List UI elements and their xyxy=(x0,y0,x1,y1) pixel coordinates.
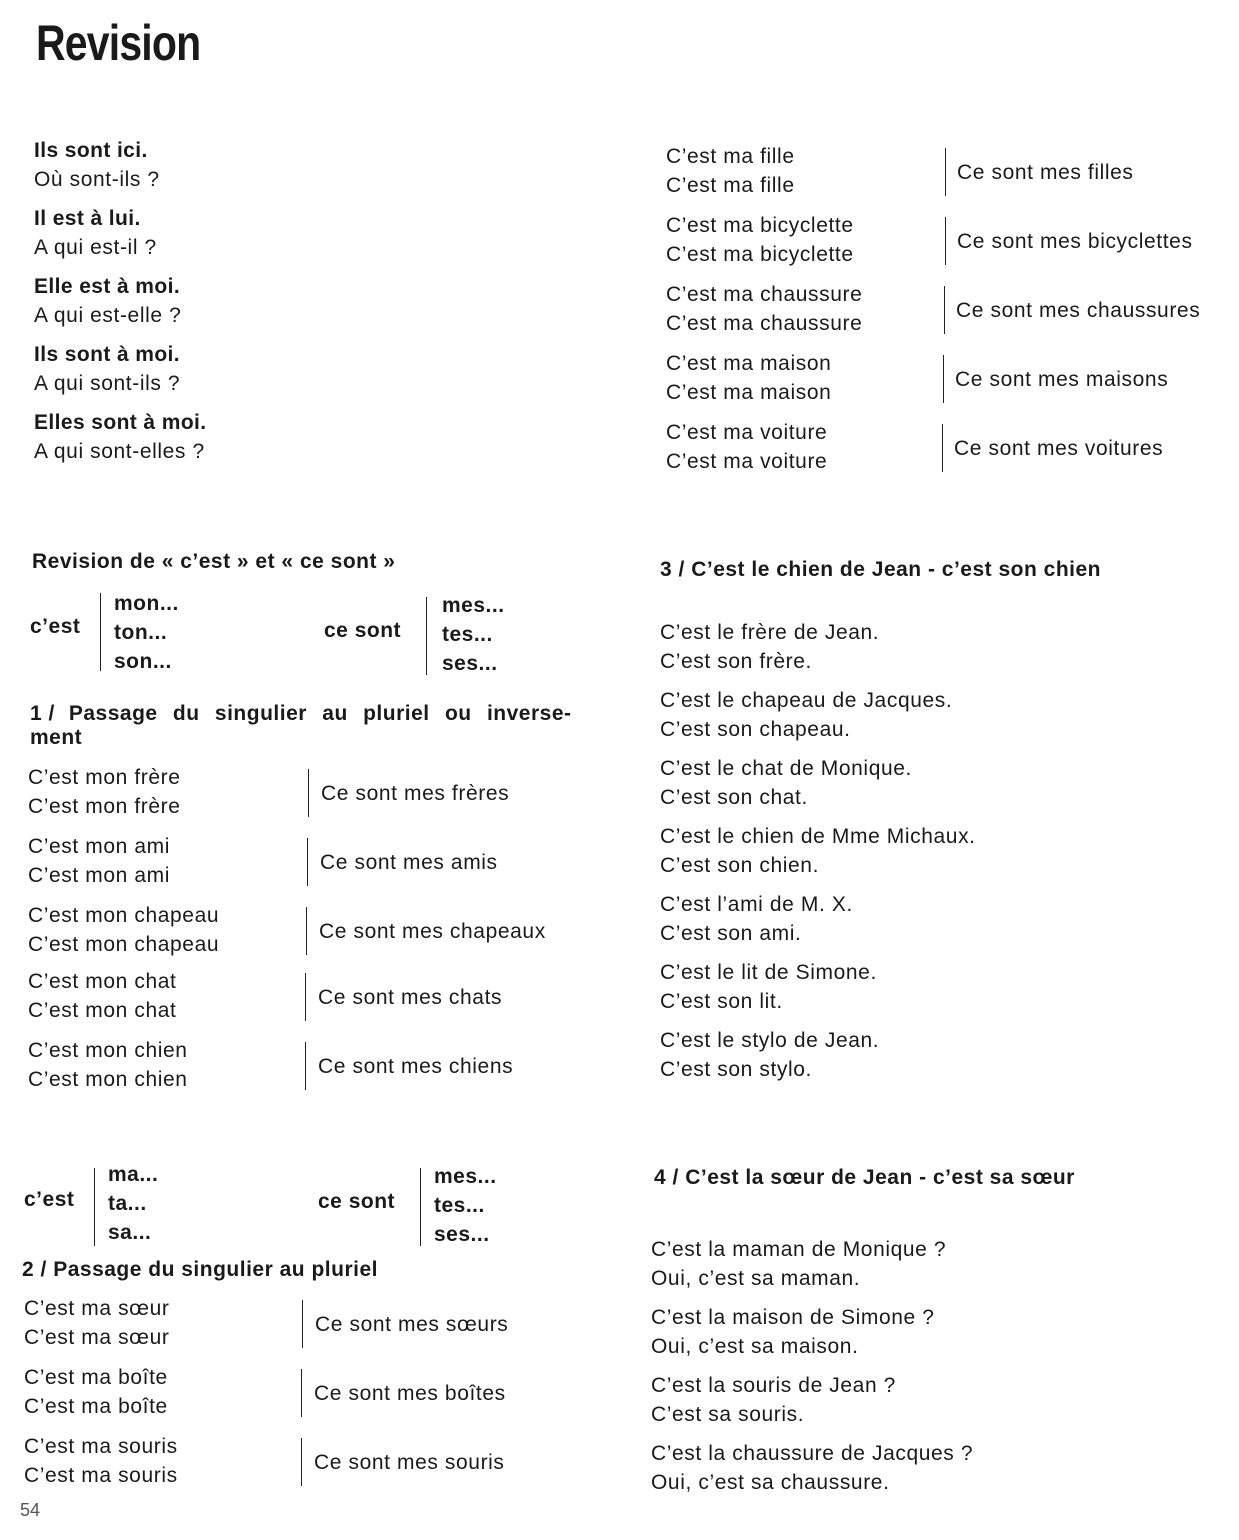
cest-label: c’est xyxy=(30,615,81,638)
sentence-b: Oui, c’est sa chaussure. xyxy=(651,1471,890,1494)
sentence-b: C’est son frère. xyxy=(660,650,812,673)
pair-row xyxy=(28,763,608,832)
qa-item xyxy=(34,340,207,398)
qa-question: A qui est-elle ? xyxy=(34,304,182,327)
possessive-item: son... xyxy=(114,650,172,673)
singular-text: C’est mon frère xyxy=(28,795,181,818)
singular-text: C’est ma chaussure xyxy=(666,283,863,306)
divider xyxy=(308,769,309,817)
possessive-item: ta... xyxy=(108,1192,147,1215)
qa-item xyxy=(34,272,207,330)
sentence-pair xyxy=(660,1026,976,1084)
divider xyxy=(100,593,101,671)
ils-sont-ici-block xyxy=(34,136,207,476)
qa-statement: Ils sont à moi. xyxy=(34,343,181,366)
sentence-pair xyxy=(651,1439,973,1497)
section1-pairs xyxy=(28,763,608,1105)
plural-text: Ce sont mes bicyclettes xyxy=(957,230,1193,253)
sentence-a: C’est la maman de Monique ? xyxy=(651,1238,947,1261)
plural-text: Ce sont mes chaussures xyxy=(956,299,1201,322)
qa-item xyxy=(34,136,207,194)
section-number: 2 / xyxy=(22,1258,54,1281)
sentence-b: C’est son ami. xyxy=(660,922,802,945)
section-heading-text: ment xyxy=(30,726,83,749)
section-number: 4 / xyxy=(654,1166,686,1189)
pair-row xyxy=(28,967,608,1036)
possessive-item: ma... xyxy=(108,1163,159,1186)
divider xyxy=(426,597,427,675)
qa-question: A qui sont-ils ? xyxy=(34,372,181,395)
section2-pairs xyxy=(24,1294,584,1501)
sentence-a: C’est le chien de Mme Michaux. xyxy=(660,825,976,848)
possessive-item: ton... xyxy=(114,621,168,644)
sentence-pair xyxy=(660,958,976,1016)
plural-text: Ce sont mes souris xyxy=(314,1451,505,1474)
singular-text: C’est mon frère xyxy=(28,766,181,789)
divider xyxy=(306,907,307,955)
singular-text: C’est mon ami xyxy=(28,864,171,887)
plural-text: Ce sont mes chats xyxy=(318,986,503,1009)
singular-text: C’est mon chat xyxy=(28,999,177,1022)
sentence-a: C’est la souris de Jean ? xyxy=(651,1374,896,1397)
section4-items xyxy=(651,1235,973,1507)
divider xyxy=(302,1300,303,1348)
pair-row xyxy=(666,211,1236,280)
divider xyxy=(943,355,944,403)
qa-statement: Ils sont ici. xyxy=(34,139,148,162)
top-right-pairs xyxy=(666,142,1236,487)
possessive-item: mes... xyxy=(434,1165,497,1188)
singular-text: C’est mon chat xyxy=(28,970,177,993)
pair-row xyxy=(28,1036,608,1105)
singular-text: C’est ma bicyclette xyxy=(666,214,854,237)
possessive-item: ses... xyxy=(434,1223,490,1246)
plural-text: Ce sont mes chiens xyxy=(318,1055,514,1078)
plural-text: Ce sont mes voitures xyxy=(954,437,1164,460)
sentence-pair xyxy=(651,1303,973,1361)
sentence-b: C’est son lit. xyxy=(660,990,783,1013)
divider xyxy=(301,1369,302,1417)
possessive-list xyxy=(114,589,179,676)
section1-heading xyxy=(30,702,610,750)
section-heading-text: C’est la sœur de Jean - c’est sa sœur xyxy=(685,1166,1075,1189)
divider xyxy=(945,148,946,196)
sentence-pair xyxy=(660,890,976,948)
section2-heading xyxy=(22,1258,378,1282)
plural-text: Ce sont mes amis xyxy=(320,851,498,874)
sentence-b: C’est son chien. xyxy=(660,854,820,877)
singular-text: C’est mon chien xyxy=(28,1039,188,1062)
singular-text: C’est ma boîte xyxy=(24,1395,168,1418)
plural-text: Ce sont mes maisons xyxy=(955,368,1169,391)
possessive-list xyxy=(434,1162,497,1249)
section-number: 1 / xyxy=(30,702,55,725)
singular-text: C’est ma fille xyxy=(666,174,795,197)
sentence-a: C’est l’ami de M. X. xyxy=(660,893,853,916)
qa-question: Où sont-ils ? xyxy=(34,168,160,191)
section-heading-text: Passage du singulier au pluriel xyxy=(53,1258,378,1281)
cesont-label: ce sont xyxy=(324,619,402,642)
plural-text: Ce sont mes filles xyxy=(957,161,1134,184)
singular-text: C’est mon chapeau xyxy=(28,904,220,927)
singular-text: C’est ma fille xyxy=(666,145,795,168)
cesont-label: ce sont xyxy=(318,1190,396,1213)
singular-text: C’est ma voiture xyxy=(666,450,828,473)
pair-row xyxy=(666,418,1236,487)
revision-heading: Revision de « c’est » et « ce sont » xyxy=(32,550,396,573)
sentence-pair xyxy=(660,754,976,812)
pair-row xyxy=(28,901,608,967)
sentence-a: C’est le chat de Monique. xyxy=(660,757,912,780)
divider xyxy=(942,424,943,472)
possessive-item: tes... xyxy=(434,1194,485,1217)
possessive-item: mon... xyxy=(114,592,179,615)
pair-row xyxy=(24,1363,584,1432)
pair-row xyxy=(28,832,608,901)
cest-label: c’est xyxy=(24,1188,75,1211)
possessive-list xyxy=(442,591,505,678)
sentence-a: C’est la chaussure de Jacques ? xyxy=(651,1442,974,1465)
singular-text: C’est ma bicyclette xyxy=(666,243,854,266)
possessive-list xyxy=(108,1160,158,1247)
possessive-grid-fem xyxy=(24,1160,524,1250)
divider xyxy=(945,217,946,265)
sentence-pair xyxy=(660,822,976,880)
pair-row xyxy=(24,1294,584,1363)
sentence-pair xyxy=(660,686,976,744)
qa-question: A qui sont-elles ? xyxy=(34,440,205,463)
possessive-item: tes... xyxy=(442,623,493,646)
plural-text: Ce sont mes frères xyxy=(321,782,510,805)
sentence-pair xyxy=(651,1235,973,1293)
qa-statement: Il est à lui. xyxy=(34,207,141,230)
divider xyxy=(944,286,945,334)
singular-text: C’est ma souris xyxy=(24,1464,178,1487)
qa-statement: Elle est à moi. xyxy=(34,275,181,298)
sentence-a: C’est le lit de Simone. xyxy=(660,961,877,984)
section-heading-text: Passage du singulier au pluriel ou inverse- xyxy=(68,702,572,725)
section3-items xyxy=(660,618,976,1094)
pair-row xyxy=(24,1432,584,1501)
sentence-pair xyxy=(651,1371,973,1429)
possessive-item: ses... xyxy=(442,652,498,675)
page-number: 54 xyxy=(20,1500,41,1520)
divider xyxy=(305,973,306,1021)
singular-text: C’est ma boîte xyxy=(24,1366,168,1389)
pair-row xyxy=(666,142,1236,211)
section3-heading xyxy=(660,558,1101,582)
section4-heading xyxy=(654,1166,1075,1190)
singular-text: C’est mon chien xyxy=(28,1068,188,1091)
divider xyxy=(307,838,308,886)
sentence-b: Oui, c’est sa maison. xyxy=(651,1335,859,1358)
possessive-item: sa... xyxy=(108,1221,152,1244)
singular-text: C’est ma maison xyxy=(666,352,832,375)
divider xyxy=(301,1438,302,1486)
divider xyxy=(94,1168,95,1246)
plural-text: Ce sont mes boîtes xyxy=(314,1382,506,1405)
singular-text: C’est ma maison xyxy=(666,381,832,404)
qa-item xyxy=(34,204,207,262)
pair-row xyxy=(666,280,1236,349)
qa-item xyxy=(34,408,207,466)
sentence-a: C’est le frère de Jean. xyxy=(660,621,880,644)
possessive-grid-masc xyxy=(30,589,530,679)
qa-statement: Elles sont à moi. xyxy=(34,411,207,434)
sentence-b: Oui, c’est sa maman. xyxy=(651,1267,861,1290)
sentence-b: C’est sa souris. xyxy=(651,1403,805,1426)
divider xyxy=(305,1042,306,1090)
sentence-pair xyxy=(660,618,976,676)
sentence-b: C’est son chat. xyxy=(660,786,808,809)
sentence-a: C’est la maison de Simone ? xyxy=(651,1306,935,1329)
section-number: 3 / xyxy=(660,558,692,581)
section-heading-text: C’est le chien de Jean - c’est son chien xyxy=(691,558,1102,581)
singular-text: C’est ma sœur xyxy=(24,1297,170,1320)
sentence-a: C’est le stylo de Jean. xyxy=(660,1029,880,1052)
singular-text: C’est ma souris xyxy=(24,1435,178,1458)
singular-text: C’est mon chapeau xyxy=(28,933,220,956)
sentence-b: C’est son stylo. xyxy=(660,1058,812,1081)
sentence-b: C’est son chapeau. xyxy=(660,718,851,741)
sentence-a: C’est le chapeau de Jacques. xyxy=(660,689,953,712)
divider xyxy=(420,1168,421,1246)
pair-row xyxy=(666,349,1236,418)
possessive-item: mes... xyxy=(442,594,505,617)
qa-question: A qui est-il ? xyxy=(34,236,157,259)
plural-text: Ce sont mes sœurs xyxy=(315,1313,509,1336)
singular-text: C’est ma sœur xyxy=(24,1326,170,1349)
page-title: Revision xyxy=(36,15,201,71)
plural-text: Ce sont mes chapeaux xyxy=(319,920,546,943)
singular-text: C’est mon ami xyxy=(28,835,171,858)
singular-text: C’est ma voiture xyxy=(666,421,828,444)
singular-text: C’est ma chaussure xyxy=(666,312,863,335)
